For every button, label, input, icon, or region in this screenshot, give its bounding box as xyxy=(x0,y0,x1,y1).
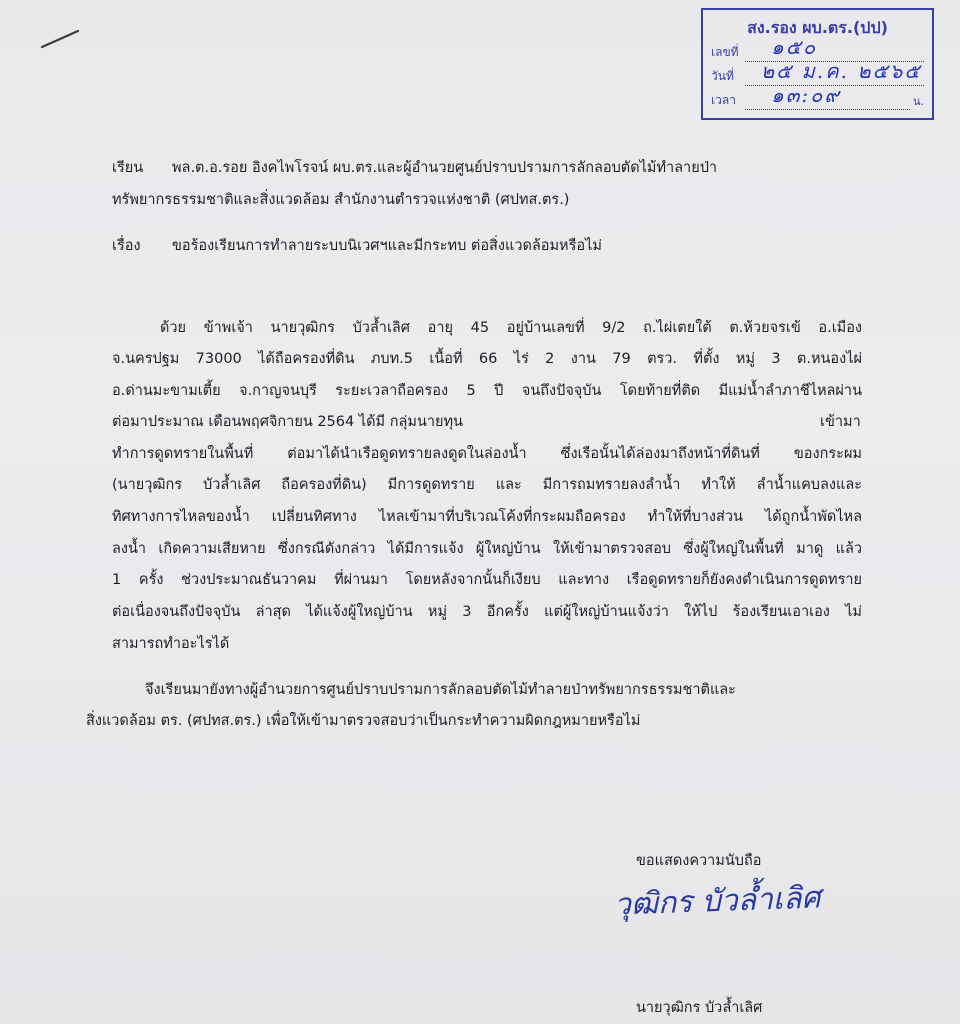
closing-regards: ขอแสดงความนับถือ xyxy=(636,853,762,869)
body-line: อ.ด่านมะขามเตี้ย จ.กาญจนบุรี ระยะเวลาถือครอง 5 ปี จนถึงปัจจุบัน โดยท้ายที่ติด มีแม่น้ำลำภาชีไหลผ่าน xyxy=(112,383,862,399)
body-line-end: เข้ามา xyxy=(820,414,861,430)
body-line: ทำการดูดทรายในพื้นที่ ต่อมาได้นำเรือดูดทรายลงดูดในล่องน้ำ ซึ่งเรือนั้นได้ล่องมาถึงหน้าที่ดินที่ ของกระผม xyxy=(112,446,862,462)
stamp-office: สง.รอง ผบ.ตร.(ปป) xyxy=(747,18,888,37)
stamp-time-value: ๑๓:๐๙ xyxy=(771,83,841,107)
body-line: 1 ครั้ง ช่วงประมาณธันวาคม ที่ผ่านมา โดยหลังจากนั้นก็เงียบ และทาง เรือดูดทรายก็ยังคงดำเนินการดูดทราย xyxy=(112,572,862,588)
pen-stroke-mark xyxy=(40,28,80,50)
body-line: สิ่งแวดล้อม ตร. (ศปทส.ตร.) เพื่อให้เข้ามาตรวจสอบว่าเป็นกระทำความผิดกฎหมายหรือไม่ xyxy=(86,713,641,729)
stamp-time-label: เวลา xyxy=(711,93,736,107)
stamp-date-value: ๒๕ ม.ค. ๒๕๖๕ xyxy=(761,59,922,83)
stamp-time-row xyxy=(711,83,924,112)
handwritten-signature: วุฒิกร บัวล้ำเลิศ xyxy=(613,880,822,923)
body-line: ต่อเนื่องจนถึงปัจจุบัน ล่าสุด ได้แจ้งผู้ใหญ่บ้าน หมู่ 3 อีกครั้ง แต่ผู้ใหญ่บ้านแจ้งว่า ให้ไป ร้องเรียนเอาเอง ไม่ xyxy=(112,604,862,620)
to-line-2: ทรัพยากรธรรมชาติและสิ่งแวดล้อม สำนักงานตำรวจแห่งชาติ (ศปทส.ตร.) xyxy=(112,192,570,208)
receipt-stamp xyxy=(701,8,934,120)
stamp-number-label: เลขที่ xyxy=(711,45,739,59)
to-label: เรียน xyxy=(112,160,144,176)
body-line: จึงเรียนมายังทางผู้อำนวยการศูนย์ปราบปรามการลักลอบตัดไม้ทำลายป่าทรัพยากรธรรมชาติและ xyxy=(145,682,736,698)
body-line: ทิศทางการไหลของน้ำ เปลี่ยนทิศทาง ไหลเข้ามาที่บริเวณโค้งที่กระผมถือครอง ทำให้ที่บางส่วน ได้ถูกน้ำพัดไหล xyxy=(112,509,862,525)
signer-name: นายวุฒิกร บัวล้ำเลิศ xyxy=(636,1000,763,1016)
body-line: ด้วย ข้าพเจ้า นายวุฒิกร บัวล้ำเลิศ อายุ 45 อยู่บ้านเลขที่ 9/2 ถ.ไผ่เตยใต้ ต.ห้วยจรเข้ อ.เมือง xyxy=(160,320,862,336)
subject-label: เรื่อง xyxy=(112,238,141,254)
body-line: ลงน้ำ เกิดความเสียหาย ซึ่งกรณีดังกล่าว ได้มีการแจ้ง ผู้ใหญ่บ้าน ให้เข้ามาตรวจสอบ ซึ่งผู้ใหญ่ในพื้นที่ มาดู แล้ว xyxy=(112,541,862,557)
body-line: (นายวุฒิกร บัวล้ำเลิศ ถือครองที่ดิน) มีการดูดทราย และ มีการถมทรายลงลำน้ำ ทำให้ ลำน้ำแคบลงและ xyxy=(112,477,862,493)
subject-text: ขอร้องเรียนการทำลายระบบนิเวศฯและมีกระทบ ต่อสิ่งแวดล้อมหรือไม่ xyxy=(172,238,602,254)
body-line: สามารถทำอะไรได้ xyxy=(112,636,230,652)
stamp-time-suffix: น. xyxy=(912,95,924,108)
stamp-date-label: วันที่ xyxy=(711,69,734,83)
body-line: ต่อมาประมาณ เดือนพฤศจิกายน 2564 ได้มี กลุ่มนายทุน xyxy=(112,414,463,430)
stamp-number-value: ๑๕๐ xyxy=(771,35,818,59)
to-line-1: พล.ต.อ.รอย อิงคไพโรจน์ ผบ.ตร.และผู้อำนวยศูนย์ปราบปรามการลักลอบตัดไม้ทำลายป่า xyxy=(172,160,718,176)
body-line: จ.นครปฐม 73000 ได้ถือครองที่ดิน ภบท.5 เนื้อที่ 66 ไร่ 2 งาน 79 ตรว. ที่ตั้ง หมู่ 3 ต.หนองไผ่ xyxy=(112,351,862,367)
